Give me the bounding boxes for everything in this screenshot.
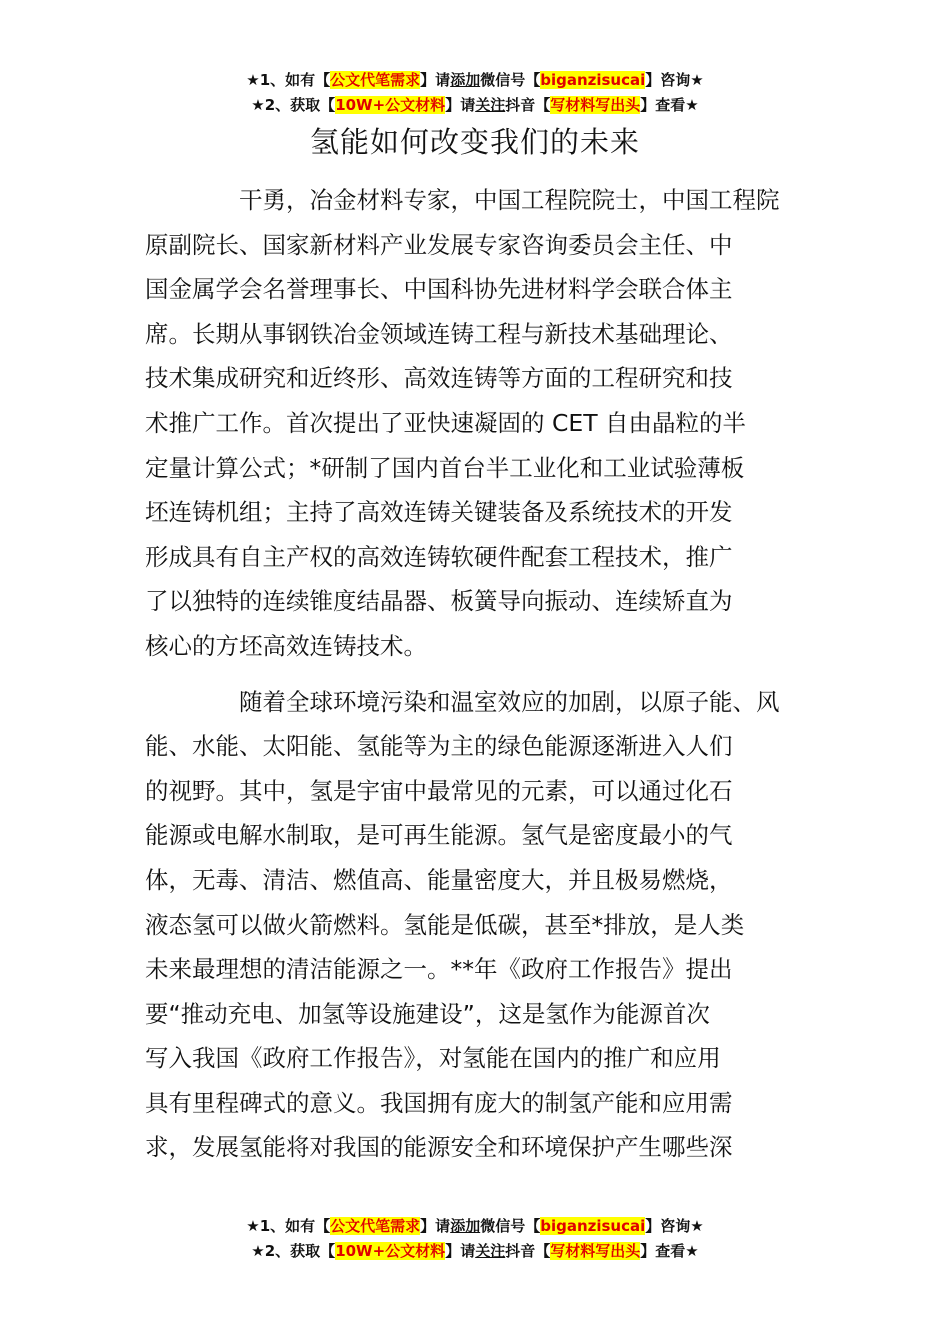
- text-line: 写入我国《政府工作报告》，对氢能在国内的推广和应用: [145, 1044, 721, 1073]
- text-line: 核心的方坯高效连铸技术。: [145, 631, 427, 660]
- text-line: 液态氢可以做火箭燃料。氢能是低碳，甚至*排放，是人类: [145, 910, 745, 939]
- banner-underline: 添加: [450, 1217, 481, 1235]
- text-line: 能、水能、太阳能、氢能等为主的绿色能源逐渐进入人们: [145, 732, 733, 761]
- banner-text: ★1、如有【: [246, 71, 331, 89]
- text-line: 能源或电解水制取，是可再生能源。氢气是密度最小的气: [145, 821, 733, 850]
- banner-text: 】请: [445, 96, 476, 114]
- banner-text: 】查看★: [640, 96, 699, 114]
- banner-text: 微信号【: [480, 71, 541, 89]
- banner-text: ★1、如有【: [246, 1217, 331, 1235]
- banner-text: 】请: [420, 71, 451, 89]
- text-line: 国金属学会名誉理事长、中国科协先进材料学会联合体主: [145, 275, 733, 304]
- text-line: 随着全球环境污染和温室效应的加剧，以原子能、风: [239, 687, 780, 716]
- paragraph: [145, 680, 809, 1171]
- banner-line-2: [0, 93, 950, 118]
- text-line: 体，无毒、清洁、燃值高、能量密度大，并且极易燃烧，: [145, 865, 733, 894]
- banner-text: 】请: [420, 1217, 451, 1235]
- text-line: 未来最理想的清洁能源之一。**年《政府工作报告》提出: [145, 955, 733, 984]
- banner-highlight: 公文代笔需求: [330, 71, 421, 89]
- banner-text: 微信号【: [480, 1217, 541, 1235]
- text-line: 干勇，冶金材料专家，中国工程院院士，中国工程院: [239, 186, 780, 214]
- text-line: 具有里程碑式的意义。我国拥有庞大的制氢产能和应用需: [145, 1088, 733, 1117]
- banner-underline: 关注: [475, 1242, 506, 1260]
- banner-text: 抖音【: [505, 96, 551, 114]
- banner-highlight: biganzisucai: [540, 71, 646, 89]
- banner-highlight: 写材料写出头: [550, 96, 641, 114]
- banner-text: ★2、获取【: [251, 1242, 336, 1260]
- text-line: 技术集成研究和近终形、高效连铸等方面的工程研究和技: [145, 364, 733, 393]
- text-line: 席。长期从事钢铁冶金领域连铸工程与新技术基础理论、: [145, 319, 733, 348]
- text-line: 的视野。其中，氢是宇宙中最常见的元素，可以通过化石: [145, 776, 733, 805]
- banner-highlight: 10W+公文材料: [335, 1242, 446, 1260]
- text-line: 求，发展氢能将对我国的能源安全和环境保护产生哪些深: [145, 1133, 733, 1162]
- document-title: 氢能如何改变我们的未来: [309, 125, 640, 159]
- banner-highlight: 10W+公文材料: [335, 96, 446, 114]
- banner-highlight: biganzisucai: [540, 1217, 646, 1235]
- banner-line-2: [0, 1239, 950, 1264]
- banner-text: 】咨询★: [645, 71, 704, 89]
- text-line: 了以独特的连续锥度结晶器、板簧导向振动、连续矫直为: [145, 587, 733, 616]
- banner-underline: 添加: [450, 71, 481, 89]
- banner-text: 】查看★: [640, 1242, 699, 1260]
- footer-banner: [0, 1214, 950, 1264]
- text-line: 坯连铸机组；主持了高效连铸关键装备及系统技术的开发: [145, 498, 733, 527]
- text-line: 形成具有自主产权的高效连铸软硬件配套工程技术，推广: [145, 542, 733, 571]
- text-line: 术推广工作。首次提出了亚快速凝固的 CET 自由晶粒的半: [145, 408, 747, 437]
- paragraph: [145, 178, 809, 669]
- banner-text: ★2、获取【: [251, 96, 336, 114]
- document-body: [145, 178, 809, 1170]
- text-line: 要“推动充电、加氢等设施建设”，这是氢作为能源首次: [145, 999, 710, 1028]
- banner-underline: 关注: [475, 96, 506, 114]
- banner-text: 抖音【: [505, 1242, 551, 1260]
- banner-line-1: [0, 68, 950, 93]
- banner-text: 】请: [445, 1242, 476, 1260]
- banner-highlight: 写材料写出头: [550, 1242, 641, 1260]
- banner-line-1: [0, 1214, 950, 1239]
- text-line: 原副院长、国家新材料产业发展专家咨询委员会主任、中: [145, 230, 733, 259]
- banner-text: 】咨询★: [645, 1217, 704, 1235]
- banner-highlight: 公文代笔需求: [330, 1217, 421, 1235]
- text-line: 定量计算公式；*研制了国内首台半工业化和工业试验薄板: [145, 453, 745, 482]
- header-banner: [0, 68, 950, 118]
